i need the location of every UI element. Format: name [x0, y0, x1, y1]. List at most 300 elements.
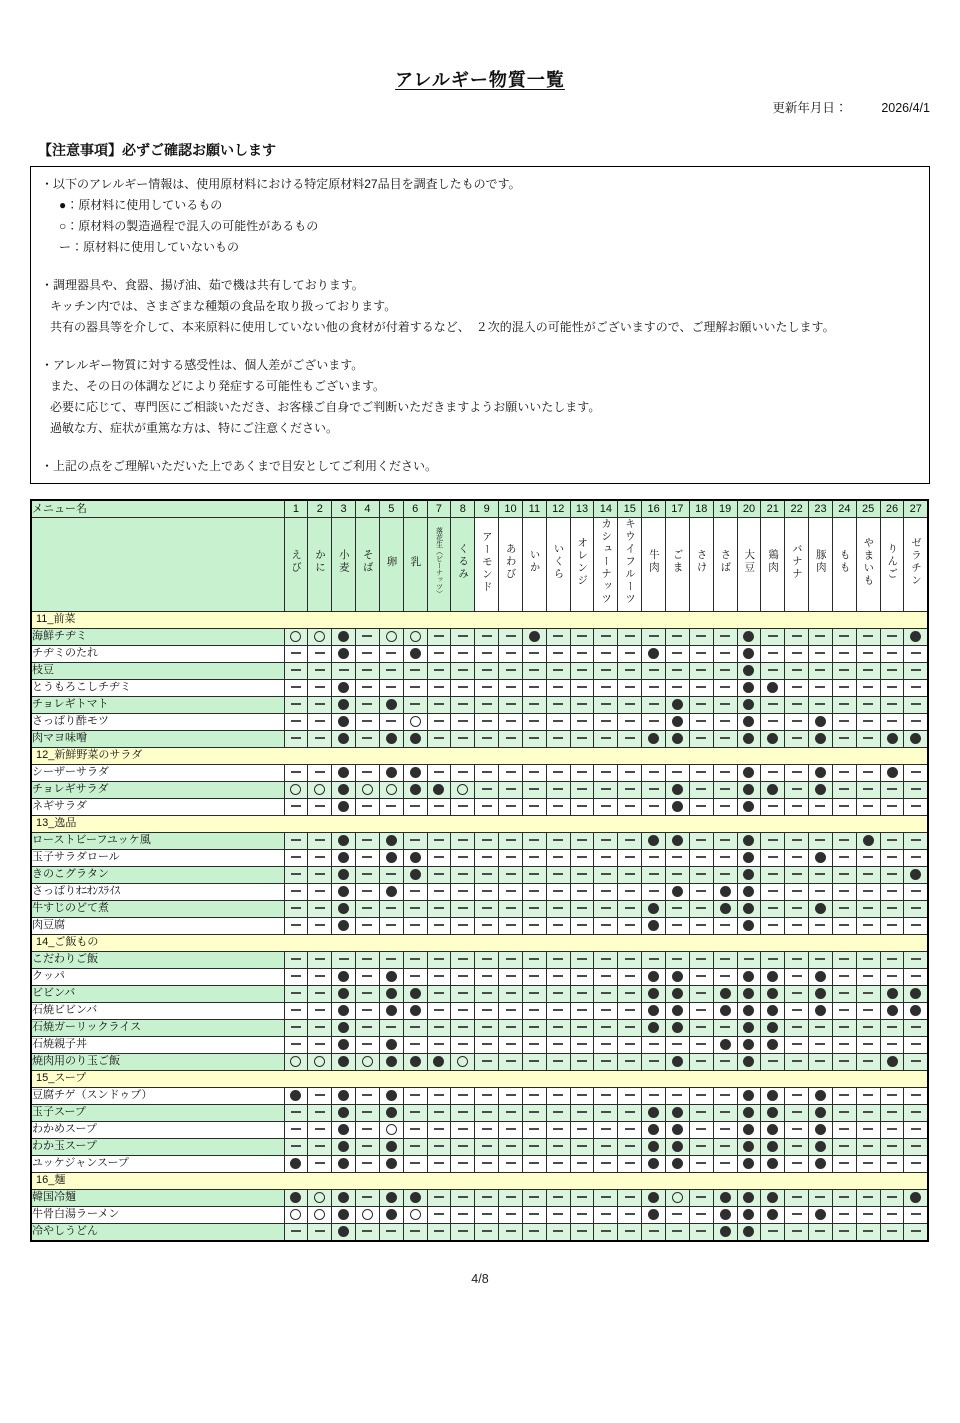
allergen-cell — [594, 968, 618, 985]
allergen-cell — [546, 1155, 570, 1172]
allergen-cell — [499, 1223, 523, 1241]
mark-dash — [339, 669, 349, 671]
allergen-cell — [666, 1138, 690, 1155]
allergen-cell — [856, 1189, 880, 1206]
allergen-name: オレンジ — [576, 536, 589, 587]
mark-dash — [887, 924, 897, 926]
mark-dash — [577, 1213, 587, 1215]
allergen-cell — [356, 968, 380, 985]
mark-dash — [362, 686, 372, 688]
mark-dash — [839, 669, 849, 671]
allergen-cell — [499, 696, 523, 713]
allergen-cell — [403, 645, 427, 662]
menu-name: ユッケジャンスープ — [31, 1155, 284, 1172]
menu-row — [31, 951, 928, 968]
allergen-cell — [594, 849, 618, 866]
mark-dot — [767, 1158, 778, 1169]
mark-dash — [434, 1043, 444, 1045]
allergen-cell — [618, 968, 642, 985]
mark-dot — [720, 903, 731, 914]
allergen-cell — [403, 628, 427, 645]
allergen-cell — [570, 849, 594, 866]
allergen-cell — [737, 764, 761, 781]
allergen-name-cell — [737, 518, 761, 612]
mark-dash — [553, 924, 563, 926]
mark-dash — [362, 1162, 372, 1164]
mark-dash — [410, 1043, 420, 1045]
allergen-cell — [856, 985, 880, 1002]
allergen-cell — [713, 1138, 737, 1155]
allergen-cell — [546, 968, 570, 985]
mark-dash — [911, 924, 921, 926]
mark-dash — [672, 771, 682, 773]
allergen-cell — [809, 951, 833, 968]
allergen-cell — [761, 628, 785, 645]
allergen-cell — [379, 968, 403, 985]
allergen-cell — [499, 866, 523, 883]
mark-dash — [577, 924, 587, 926]
allergen-table — [30, 499, 929, 1242]
allergen-cell — [284, 679, 308, 696]
mark-dash — [887, 856, 897, 858]
mark-dash — [815, 839, 825, 841]
allergen-cell — [332, 1138, 356, 1155]
mark-dot — [386, 988, 397, 999]
allergen-cell — [832, 679, 856, 696]
allergen-cell — [379, 764, 403, 781]
allergen-cell — [356, 866, 380, 883]
allergen-cell — [522, 781, 546, 798]
allergen-cell — [737, 985, 761, 1002]
mark-dash — [696, 873, 706, 875]
allergen-cell — [880, 696, 904, 713]
allergen-cell — [570, 985, 594, 1002]
mark-dot — [338, 648, 349, 659]
allergen-cell — [427, 849, 451, 866]
allergen-cell — [713, 917, 737, 934]
mark-dash — [696, 1094, 706, 1096]
mark-dot — [743, 665, 754, 676]
allergen-cell — [880, 764, 904, 781]
allergen-cell — [379, 883, 403, 900]
allergen-cell — [880, 1104, 904, 1121]
mark-dash — [601, 1043, 611, 1045]
mark-dash — [553, 703, 563, 705]
mark-dash — [768, 1230, 778, 1232]
mark-dash — [362, 703, 372, 705]
section-label: 15_スープ — [31, 1070, 928, 1087]
allergen-cell — [475, 1155, 499, 1172]
mark-dot — [910, 1192, 921, 1203]
allergen-cell — [809, 883, 833, 900]
mark-dash — [649, 890, 659, 892]
mark-dash — [720, 1111, 730, 1113]
allergen-cell — [904, 1155, 928, 1172]
mark-dash — [768, 1060, 778, 1062]
mark-dash — [672, 873, 682, 875]
mark-dash — [768, 635, 778, 637]
allergen-cell — [785, 1155, 809, 1172]
allergen-cell — [356, 832, 380, 849]
column-number: 22 — [785, 500, 809, 518]
mark-dash — [601, 992, 611, 994]
allergen-cell — [880, 1019, 904, 1036]
mark-dash — [434, 1196, 444, 1198]
allergen-cell — [713, 1002, 737, 1019]
allergen-cell — [570, 1223, 594, 1241]
mark-dash — [529, 1111, 539, 1113]
mark-dash — [434, 1009, 444, 1011]
mark-dash — [291, 669, 301, 671]
allergen-cell — [832, 917, 856, 934]
mark-dash — [601, 1009, 611, 1011]
allergen-cell — [713, 832, 737, 849]
allergen-cell — [570, 1121, 594, 1138]
allergen-cell — [332, 1155, 356, 1172]
allergen-cell — [761, 1155, 785, 1172]
mark-dash — [362, 839, 372, 841]
allergen-cell — [499, 832, 523, 849]
mark-dash — [601, 652, 611, 654]
mark-dash — [553, 652, 563, 654]
allergen-cell — [522, 900, 546, 917]
column-number: 14 — [594, 500, 618, 518]
allergen-cell — [737, 1036, 761, 1053]
allergen-cell — [666, 781, 690, 798]
mark-dash — [768, 669, 778, 671]
allergen-cell — [499, 1053, 523, 1070]
menu-row — [31, 900, 928, 917]
column-number: 27 — [904, 500, 928, 518]
menu-row — [31, 832, 928, 849]
column-number: 20 — [737, 500, 761, 518]
mark-dash — [887, 890, 897, 892]
mark-dash — [792, 1009, 802, 1011]
column-number: 13 — [570, 500, 594, 518]
mark-dash — [553, 686, 563, 688]
mark-dash — [863, 737, 873, 739]
mark-dash — [529, 686, 539, 688]
mark-dash — [601, 958, 611, 960]
mark-dash — [601, 737, 611, 739]
allergen-name-cell — [832, 518, 856, 612]
allergen-cell — [451, 1104, 475, 1121]
mark-dash — [601, 975, 611, 977]
mark-dash — [434, 771, 444, 773]
allergen-cell — [475, 1223, 499, 1241]
allergen-cell — [594, 866, 618, 883]
mark-dash — [696, 720, 706, 722]
mark-dot — [338, 1005, 349, 1016]
allergen-cell — [499, 798, 523, 815]
allergen-cell — [713, 883, 737, 900]
mark-dash — [815, 669, 825, 671]
mark-dash — [720, 1162, 730, 1164]
mark-dot — [672, 1107, 683, 1118]
allergen-cell — [713, 1206, 737, 1223]
allergen-cell — [880, 662, 904, 679]
mark-dash — [792, 788, 802, 790]
mark-dash — [362, 1009, 372, 1011]
allergen-cell — [332, 1104, 356, 1121]
mark-dash — [458, 1213, 468, 1215]
mark-dot — [410, 852, 421, 863]
mark-dot — [910, 631, 921, 642]
allergen-cell — [284, 900, 308, 917]
mark-dash — [696, 1162, 706, 1164]
allergen-cell — [904, 1121, 928, 1138]
mark-dash — [529, 873, 539, 875]
allergen-cell — [618, 628, 642, 645]
allergen-cell — [666, 866, 690, 883]
allergen-cell — [856, 832, 880, 849]
allergen-cell — [379, 1036, 403, 1053]
allergen-cell — [356, 764, 380, 781]
allergen-cell — [356, 798, 380, 815]
note-line: 過敏な方、症状が重篤な方は、特にご注意ください。 — [50, 421, 339, 435]
mark-dash — [815, 890, 825, 892]
mark-ring — [314, 784, 325, 795]
allergen-cell — [642, 849, 666, 866]
allergen-cell — [570, 781, 594, 798]
allergen-cell — [713, 645, 737, 662]
mark-dash — [482, 1009, 492, 1011]
allergen-cell — [308, 1104, 332, 1121]
column-number: 15 — [618, 500, 642, 518]
menu-name: 牛すじのどて煮 — [31, 900, 284, 917]
allergen-cell — [713, 1155, 737, 1172]
allergen-cell — [904, 1053, 928, 1070]
mark-dash — [649, 958, 659, 960]
allergen-cell — [332, 1053, 356, 1070]
mark-dash — [887, 1043, 897, 1045]
column-number: 17 — [666, 500, 690, 518]
allergen-cell — [737, 696, 761, 713]
mark-dash — [720, 975, 730, 977]
mark-dash — [792, 652, 802, 654]
mark-dash — [625, 703, 635, 705]
allergen-cell — [475, 1002, 499, 1019]
allergen-cell — [475, 951, 499, 968]
allergen-cell — [546, 866, 570, 883]
mark-dash — [362, 1196, 372, 1198]
mark-dash — [768, 958, 778, 960]
mark-dash — [649, 1060, 659, 1062]
mark-dot — [672, 971, 683, 982]
mark-dash — [315, 1043, 325, 1045]
allergen-cell — [284, 1155, 308, 1172]
allergen-name: さば — [719, 549, 732, 575]
allergen-cell — [546, 1189, 570, 1206]
mark-dash — [839, 771, 849, 773]
mark-dash — [911, 975, 921, 977]
allergen-cell — [689, 730, 713, 747]
mark-dash — [601, 1230, 611, 1232]
mark-dash — [625, 856, 635, 858]
allergen-cell — [332, 645, 356, 662]
allergen-cell — [856, 662, 880, 679]
allergen-cell — [356, 696, 380, 713]
allergen-name: そば — [361, 549, 374, 575]
allergen-cell — [284, 696, 308, 713]
allergen-cell — [379, 1138, 403, 1155]
mark-dash — [482, 1230, 492, 1232]
allergen-name: ゼラチン — [909, 536, 922, 587]
mark-dash — [720, 652, 730, 654]
mark-dash — [434, 703, 444, 705]
mark-dash — [839, 703, 849, 705]
mark-dash — [839, 975, 849, 977]
mark-dash — [482, 1162, 492, 1164]
allergen-cell — [522, 1223, 546, 1241]
mark-dash — [362, 635, 372, 637]
allergen-cell — [522, 985, 546, 1002]
mark-dash — [720, 703, 730, 705]
mark-dash — [625, 652, 635, 654]
mark-dash — [458, 1094, 468, 1096]
allergen-cell — [570, 866, 594, 883]
mark-dash — [911, 788, 921, 790]
mark-dash — [315, 924, 325, 926]
menu-name: 焼肉用のり玉ご飯 — [31, 1053, 284, 1070]
mark-dash — [887, 873, 897, 875]
mark-dash — [815, 873, 825, 875]
allergen-name-cell — [594, 518, 618, 612]
mark-dot — [767, 1209, 778, 1220]
allergen-cell — [379, 917, 403, 934]
allergen-cell — [618, 798, 642, 815]
mark-dot — [743, 699, 754, 710]
allergen-cell — [475, 917, 499, 934]
menu-row — [31, 1053, 928, 1070]
mark-dash — [863, 635, 873, 637]
allergen-cell — [522, 968, 546, 985]
menu-row — [31, 1019, 928, 1036]
mark-dash — [434, 992, 444, 994]
allergen-cell — [403, 1223, 427, 1241]
allergen-cell — [499, 1019, 523, 1036]
mark-dash — [315, 839, 325, 841]
allergen-cell — [832, 900, 856, 917]
mark-dash — [672, 652, 682, 654]
mark-dot — [648, 1209, 659, 1220]
allergen-cell — [904, 917, 928, 934]
mark-dash — [553, 1213, 563, 1215]
allergen-cell — [618, 985, 642, 1002]
menu-row — [31, 781, 928, 798]
mark-dash — [792, 1111, 802, 1113]
allergen-cell — [856, 1002, 880, 1019]
allergen-cell — [880, 1138, 904, 1155]
mark-dash — [887, 1094, 897, 1096]
allergen-cell — [451, 1223, 475, 1241]
mark-dash — [815, 1026, 825, 1028]
mark-dot — [672, 784, 683, 795]
allergen-cell — [594, 781, 618, 798]
mark-dash — [362, 1094, 372, 1096]
mark-dash — [672, 1230, 682, 1232]
allergen-cell — [379, 781, 403, 798]
mark-dash — [434, 1162, 444, 1164]
allergen-cell — [785, 645, 809, 662]
allergen-cell — [451, 985, 475, 1002]
allergen-cell — [570, 1002, 594, 1019]
allergen-cell — [379, 849, 403, 866]
mark-dash — [792, 856, 802, 858]
allergen-cell — [737, 798, 761, 815]
allergen-cell — [522, 764, 546, 781]
allergen-cell — [308, 696, 332, 713]
allergen-cell — [737, 1053, 761, 1070]
allergen-cell — [284, 832, 308, 849]
allergen-cell — [570, 628, 594, 645]
allergen-cell — [332, 798, 356, 815]
allergen-cell — [403, 1121, 427, 1138]
allergen-cell — [546, 985, 570, 1002]
mark-dot — [910, 869, 921, 880]
mark-dash — [458, 652, 468, 654]
mark-dash — [863, 669, 873, 671]
mark-dot — [815, 852, 826, 863]
allergen-cell — [451, 968, 475, 985]
allergen-cell — [689, 798, 713, 815]
allergen-cell — [737, 628, 761, 645]
menu-name: 韓国冷麺 — [31, 1189, 284, 1206]
mark-dot — [672, 1158, 683, 1169]
allergen-cell — [403, 730, 427, 747]
mark-dot — [720, 988, 731, 999]
mark-dash — [553, 873, 563, 875]
menu-row — [31, 628, 928, 645]
allergen-cell — [332, 1036, 356, 1053]
mark-dash — [315, 686, 325, 688]
mark-dash — [553, 1043, 563, 1045]
allergen-cell — [379, 679, 403, 696]
mark-dash — [720, 958, 730, 960]
allergen-cell — [618, 679, 642, 696]
allergen-cell — [713, 713, 737, 730]
mark-dash — [529, 1162, 539, 1164]
allergen-cell — [284, 1087, 308, 1104]
mark-dot — [767, 784, 778, 795]
mark-dash — [362, 975, 372, 977]
mark-dash — [792, 1094, 802, 1096]
allergen-cell — [737, 866, 761, 883]
menu-row — [31, 1155, 928, 1172]
mark-dot — [338, 1090, 349, 1101]
allergen-cell — [594, 832, 618, 849]
allergen-cell — [618, 849, 642, 866]
allergen-cell — [594, 730, 618, 747]
allergen-cell — [666, 1104, 690, 1121]
mark-dash — [672, 1213, 682, 1215]
mark-dash — [696, 992, 706, 994]
mark-dot — [815, 1124, 826, 1135]
allergen-cell — [308, 917, 332, 934]
mark-dash — [768, 907, 778, 909]
mark-ring — [314, 1192, 325, 1203]
mark-dash — [815, 1230, 825, 1232]
mark-dash — [911, 890, 921, 892]
allergen-name: さけ — [695, 549, 708, 575]
mark-dash — [362, 1230, 372, 1232]
allergen-cell — [809, 1189, 833, 1206]
mark-dash — [529, 890, 539, 892]
mark-dot — [338, 1141, 349, 1152]
allergen-cell — [546, 628, 570, 645]
mark-dash — [482, 1094, 492, 1096]
mark-dash — [601, 873, 611, 875]
